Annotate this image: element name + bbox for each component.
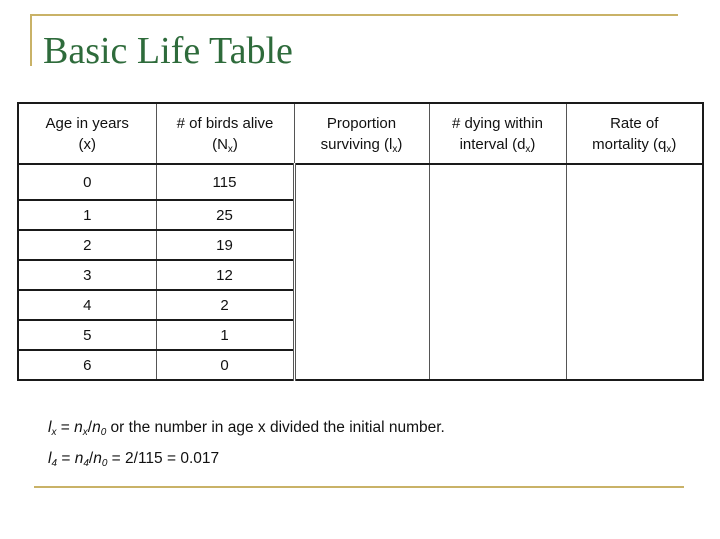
- top-decorative-rule: [30, 14, 678, 16]
- header-age: Age in years (x): [18, 103, 156, 164]
- rate-of-mortality-blank-column: [566, 164, 703, 380]
- bottom-decorative-rule: [34, 486, 684, 488]
- age-cell: 1: [18, 200, 156, 230]
- age-cell: 0: [18, 164, 156, 200]
- birds-alive-cell: 0: [156, 350, 294, 380]
- header-proportion-surviving: Proportion surviving $(l_x)$: [294, 103, 429, 164]
- dying-within-interval-blank-column: [429, 164, 566, 380]
- age-cell: 4: [18, 290, 156, 320]
- proportion-surviving-blank-column: [294, 164, 429, 380]
- life-table: [17, 102, 704, 381]
- age-cell: 5: [18, 320, 156, 350]
- formula-lx-definition: $l_x = n_x/n_0$ or the number in age x divided the initial number.: [48, 419, 445, 438]
- birds-alive-cell: 25: [156, 200, 294, 230]
- left-decorative-rule: [30, 14, 32, 66]
- age-cell: 6: [18, 350, 156, 380]
- birds-alive-cell: 2: [156, 290, 294, 320]
- header-birds-alive: # of birds alive $(N_x)$: [156, 103, 294, 164]
- formula-l4-example: $l_4 = n_4/n_0 = 2/115 = 0.017$: [48, 450, 220, 469]
- header-dying-within-interval: # dying within interval $(d_x)$: [429, 103, 566, 164]
- birds-alive-cell: 115: [156, 164, 294, 200]
- slide-title: Basic Life Table: [43, 30, 293, 72]
- table-header-row: [18, 103, 703, 164]
- header-rate-of-mortality: Rate of mortality $(q_x)$: [566, 103, 703, 164]
- table-row: [18, 164, 703, 200]
- birds-alive-cell: 12: [156, 260, 294, 290]
- birds-alive-cell: 19: [156, 230, 294, 260]
- age-cell: 2: [18, 230, 156, 260]
- age-cell: 3: [18, 260, 156, 290]
- birds-alive-cell: 1: [156, 320, 294, 350]
